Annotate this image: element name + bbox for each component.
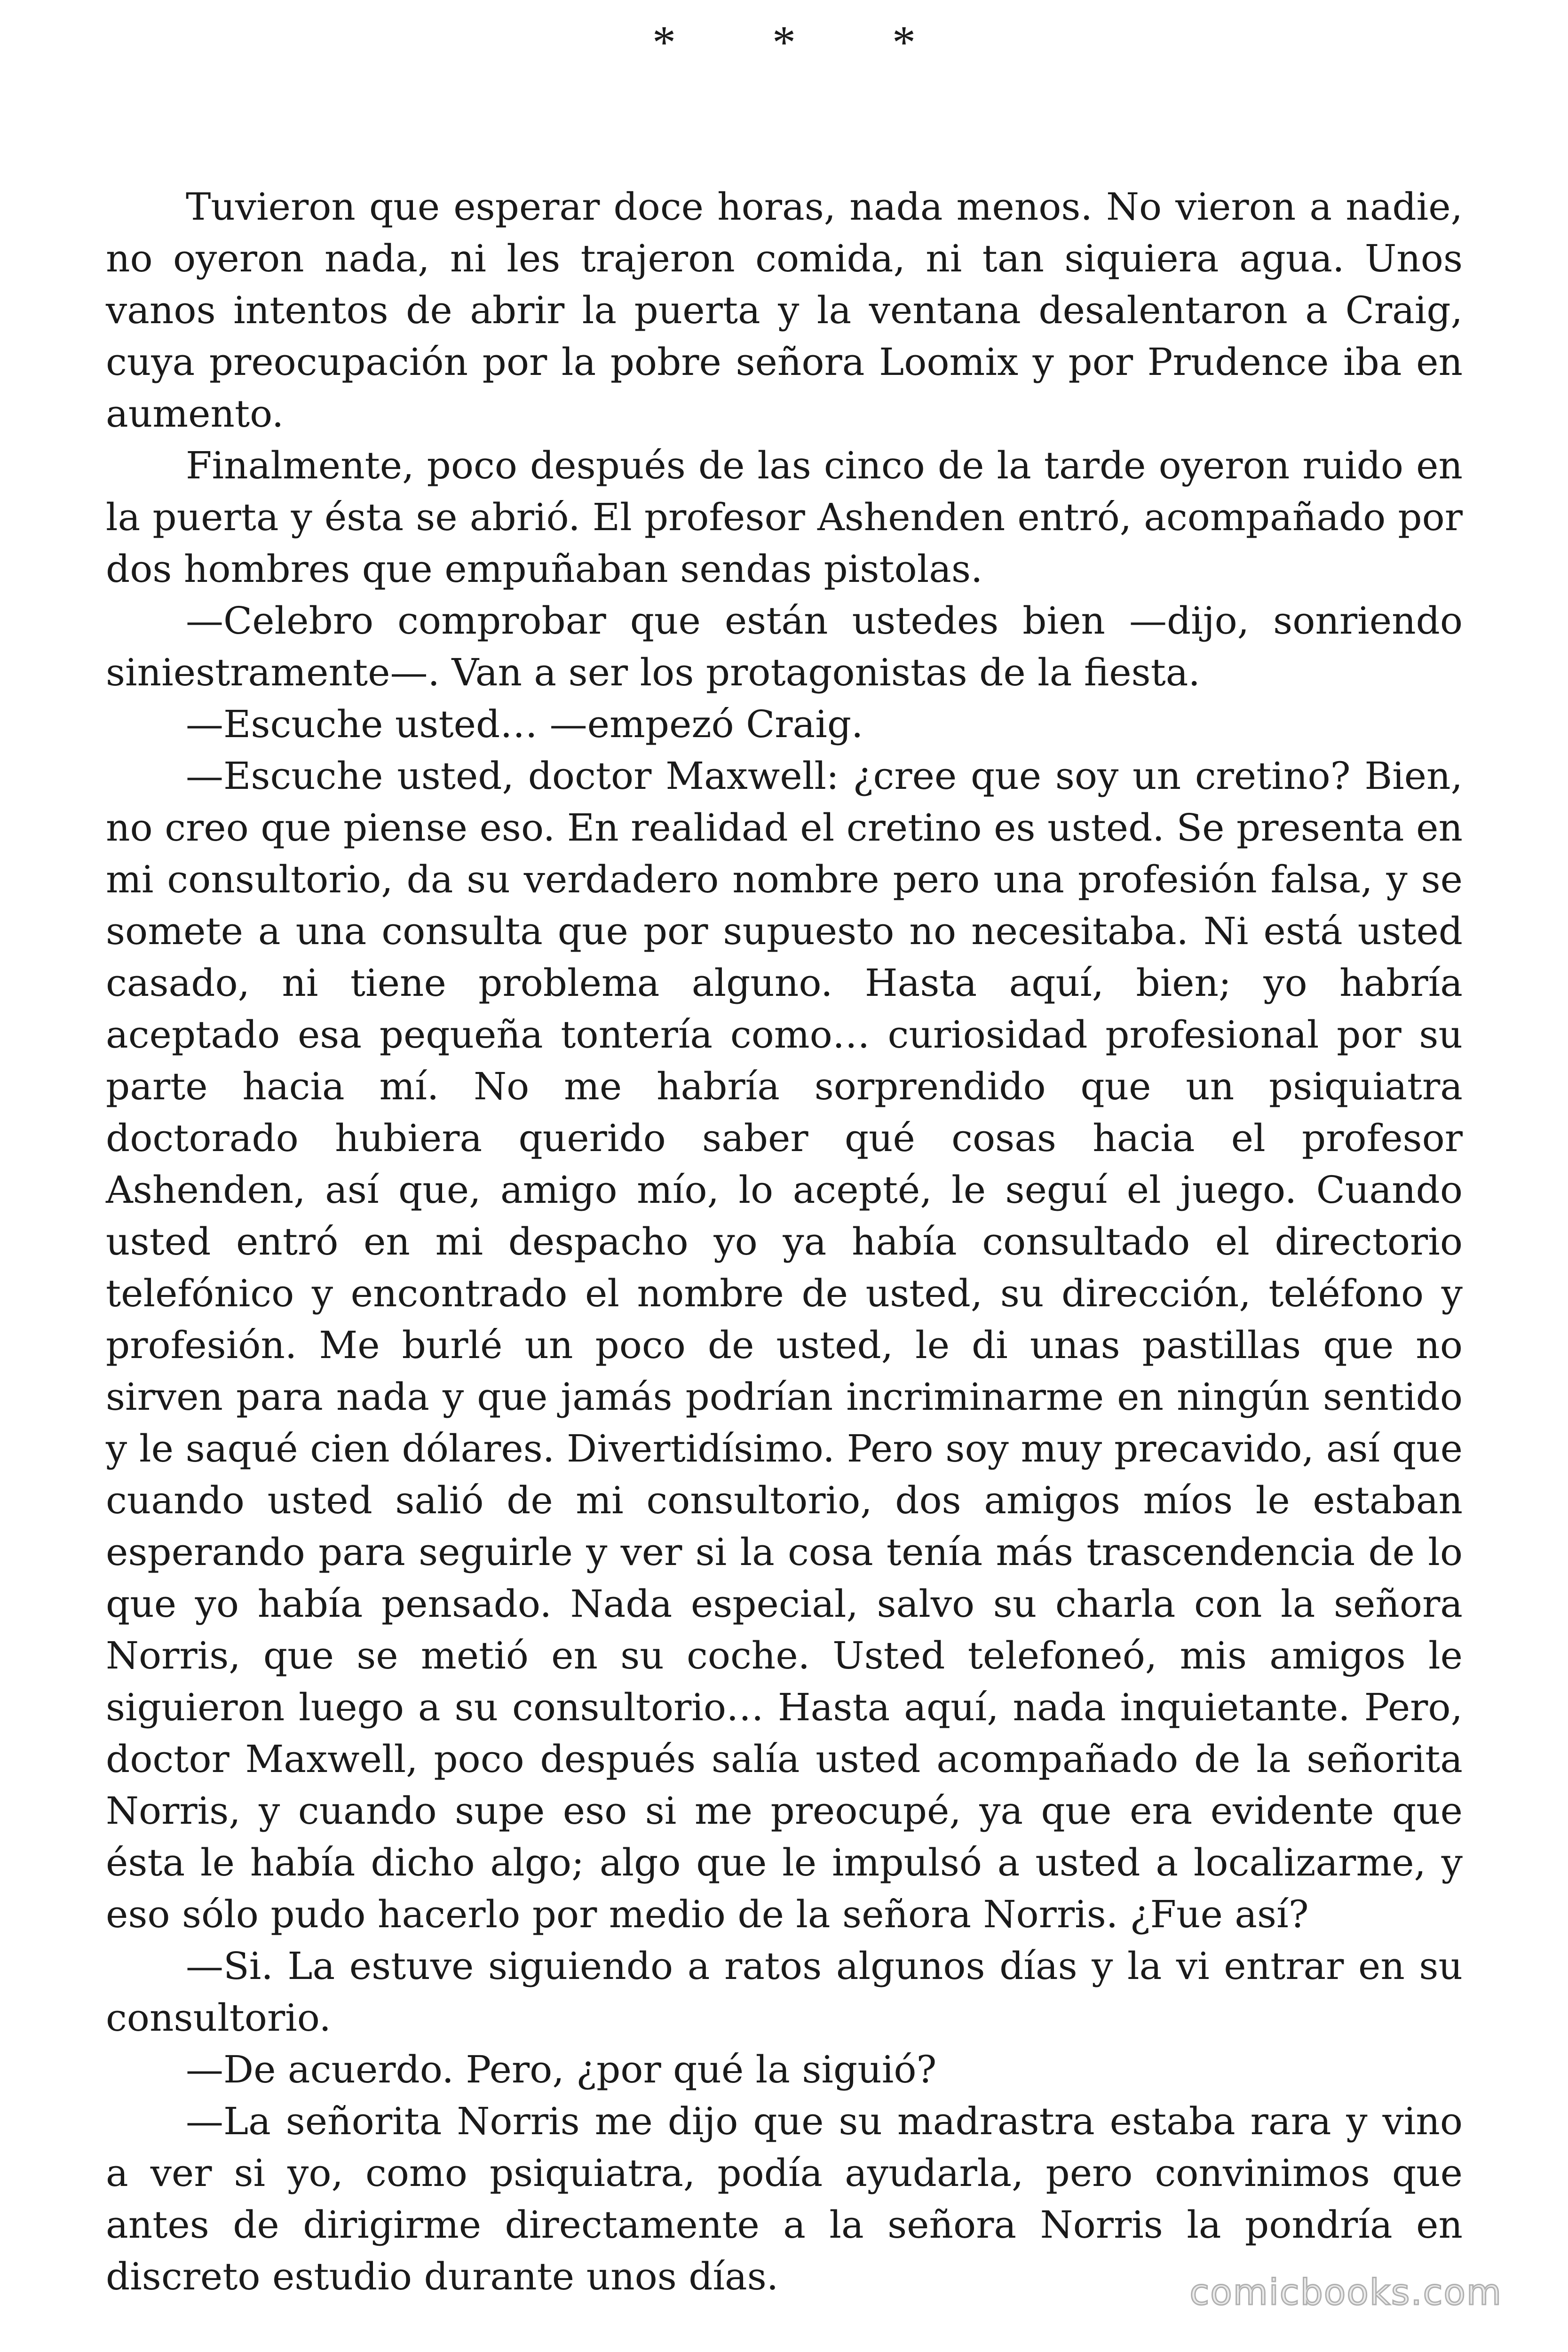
paragraph: —La señorita Norris me dijo que su madrastra estaba rara y vino a ver si yo, como psiquiatra, podía ayudarla, pero convinimos que antes de dirigirme directamente a la señora Norris la pondría en discreto estudio durante unos días. (106, 2099, 1463, 2298)
paragraph: —Celebro comprobar que están ustedes bien —dijo, sonriendo siniestramente—. Van a ser los protagonistas de la fiesta. (106, 599, 1463, 694)
paragraph: —Si. La estuve siguiendo a ratos algunos días y la vi entrar en su consultorio. (106, 1944, 1463, 2040)
paragraph: —Escuche usted, doctor Maxwell: ¿cree que soy un cretino? Bien, no creo que piense eso. En realidad el cretino es usted. Se presenta en mi consultorio, da su verdadero nombre pero una profesión falsa, y se somete a una consulta que por supuesto no necesitaba. Ni está usted casado, ni tiene problema alguno. Hasta aquí, bien; yo habría aceptado esa pequeña tontería como… curiosidad profesional por su parte hacia mí. No me habría sorprendido que un psiquiatra doctorado hubiera querido saber qué cosas hacia el profesor Ashenden, así que, amigo mío, lo acepté, le seguí el juego. Cuando usted entró en mi despacho yo ya había consultado el directorio telefónico y encontrado el nombre de usted, su dirección, teléfono y profesión. Me burlé un poco de usted, le di unas pastillas que no sirven para nada y que jamás podrían incriminarme en ningún sentido y le saqué cien dólares. Divertidísimo. Pero soy muy precavido, así que cuando usted salió de mi consultorio, dos amigos míos le estaban esperando para seguirle y ver si la cosa tenía más trascendencia de lo que yo había pensado. Nada especial, salvo su charla con la señora Norris, que se metió en su coche. Usted telefoneó, mis amigos le siguieron luego a su consultorio… Hasta aquí, nada inquietante. Pero, doctor Maxwell, poco después salía usted acompañado de la señorita Norris, y cuando supe eso si me preocupé, ya que era evidente que ésta le había dicho algo; algo que le impulsó a usted a localizarme, y eso sólo pudo hacerlo por medio de la señora Norris. ¿Fue así? (106, 754, 1463, 1936)
paragraph: —De acuerdo. Pero, ¿por qué la siguió? (186, 2048, 937, 2091)
body-text (106, 181, 1463, 2303)
paragraph: Finalmente, poco después de las cinco de la tarde oyeron ruido en la puerta y ésta se abrió. El profesor Ashenden entró, acompañado por dos hombres que empuñaban sendas pistolas. (106, 444, 1463, 591)
paragraph: —Escuche usted… —empezó Craig. (186, 702, 863, 746)
watermark: comicbooks.com (1189, 2271, 1502, 2313)
section-separator: * * * (652, 16, 958, 68)
paragraph: Tuvieron que esperar doce horas, nada menos. No vieron a nadie, no oyeron nada, ni les trajeron comida, ni tan siquiera agua. Unos vanos intentos de abrir la puerta y la ventana desalentaron a Craig, cuya preocupación por la pobre señora Loomix y por Prudence iba en aumento. (106, 185, 1463, 436)
